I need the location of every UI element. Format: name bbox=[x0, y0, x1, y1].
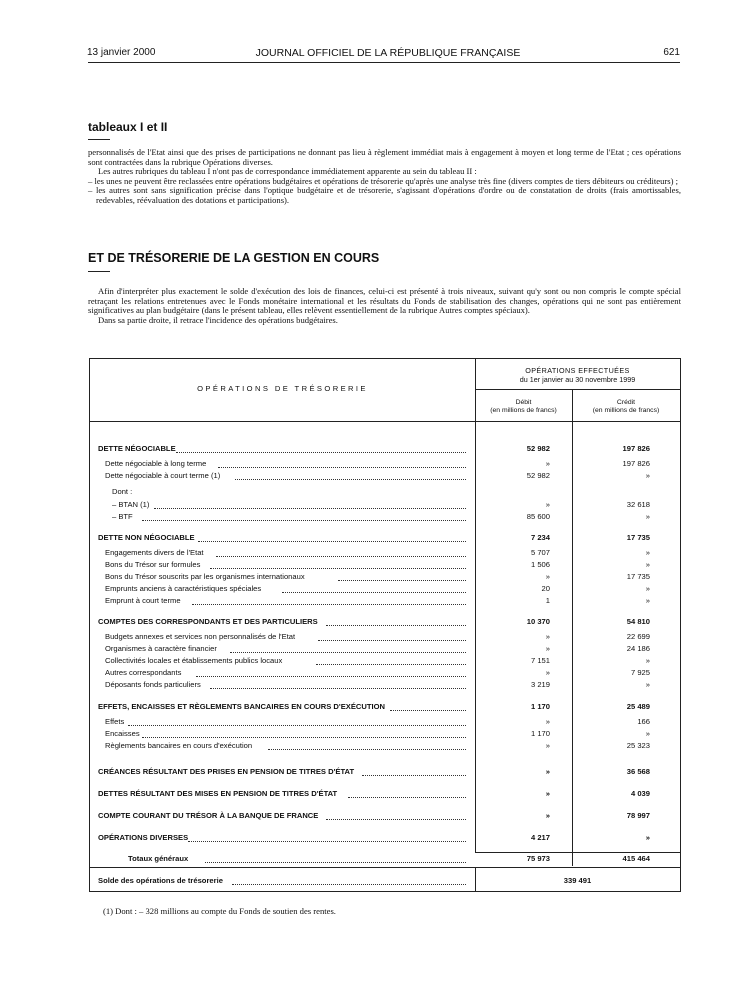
header-bottom-rule bbox=[90, 421, 680, 422]
paragraph: Les autres rubriques du tableau I n'ont pas de correspondance immédiatement apparente au sein du tableau II : bbox=[98, 166, 477, 177]
credit-value: » bbox=[645, 729, 650, 738]
debit-value: » bbox=[545, 459, 550, 468]
debit-value: 1 506 bbox=[530, 560, 550, 569]
table-row bbox=[90, 547, 680, 559]
paragraph: – les unes ne peuvent être reclassées entre opérations budgétaires et opérations de trésorerie qu'après une analyse très fine (divers comptes de tiers débiteurs ou créditeurs) ; bbox=[88, 175, 678, 186]
row-label: OPÉRATIONS DIVERSES bbox=[98, 833, 189, 842]
row-label: Dont : bbox=[112, 487, 133, 496]
table-row bbox=[90, 667, 680, 679]
footnote: (1) Dont : – 328 millions au compte du Fonds de soutien des rentes. bbox=[103, 906, 336, 916]
leader-dots bbox=[210, 568, 466, 569]
credit-value: » bbox=[645, 656, 650, 665]
table-row bbox=[90, 532, 680, 544]
debit-value: » bbox=[545, 644, 550, 653]
credit-value: 54 810 bbox=[626, 617, 650, 626]
row-label: Totaux généraux bbox=[128, 854, 189, 863]
credit-value: 25 323 bbox=[626, 741, 650, 750]
paragraph: personnalisés de l'Etat ainsi que des prises de participations ne donnant pas lieu à règlement immédiat mais à engagement à moyen et long terme de l'Etat ; ces opérations sont contractées dans la rubrique Opérations diverses. bbox=[88, 147, 681, 167]
section1-text bbox=[88, 148, 681, 206]
treasury-operations-table bbox=[89, 358, 681, 892]
column-header-operations: OPÉRATIONS DE TRÉSORERIE bbox=[197, 384, 368, 393]
balance-row bbox=[90, 875, 680, 887]
table-row bbox=[90, 655, 680, 667]
leader-dots bbox=[216, 556, 466, 557]
leader-dots bbox=[362, 775, 466, 776]
credit-value: » bbox=[645, 548, 650, 557]
leader-dots bbox=[210, 688, 466, 689]
column-group-header: OPÉRATIONS EFFECTUÉES bbox=[525, 366, 630, 375]
table-row bbox=[90, 443, 680, 455]
row-label: Emprunt à court terme bbox=[105, 596, 181, 605]
credit-value: 17 735 bbox=[626, 533, 650, 542]
header-divider bbox=[475, 389, 680, 390]
credit-value: 197 826 bbox=[622, 444, 650, 453]
section-title-tableaux: tableaux I et II bbox=[88, 120, 168, 134]
table-row bbox=[90, 679, 680, 691]
debit-value: 7 234 bbox=[530, 533, 550, 542]
table-row bbox=[90, 470, 680, 482]
credit-value: 197 826 bbox=[622, 459, 650, 468]
credit-value: 22 699 bbox=[626, 632, 650, 641]
debit-value: 4 217 bbox=[530, 833, 550, 842]
leader-dots bbox=[318, 640, 466, 641]
debit-value: » bbox=[545, 767, 550, 776]
debit-value: 1 170 bbox=[530, 702, 550, 711]
table-row bbox=[90, 486, 680, 498]
credit-value: » bbox=[645, 471, 650, 480]
section-title-tresorerie: ET DE TRÉSORERIE DE LA GESTION EN COURS bbox=[88, 251, 380, 265]
column-group-period: du 1er janvier au 30 novembre 1999 bbox=[519, 375, 636, 384]
debit-value: » bbox=[545, 632, 550, 641]
leader-dots bbox=[338, 580, 466, 581]
debit-value: 7 151 bbox=[530, 656, 550, 665]
credit-value: » bbox=[645, 560, 650, 569]
credit-value: 24 186 bbox=[626, 644, 650, 653]
row-label: Engagements divers de l'Etat bbox=[105, 548, 204, 557]
table-row bbox=[90, 716, 680, 728]
column-header-credit: Crédit bbox=[616, 399, 636, 406]
credit-value: 36 568 bbox=[626, 767, 650, 776]
row-label: Dette négociable à long terme bbox=[105, 459, 207, 468]
credit-value: » bbox=[645, 833, 650, 842]
row-label: Budgets annexes et services non personnalisés de l'Etat bbox=[105, 632, 296, 641]
credit-value: 32 618 bbox=[626, 500, 650, 509]
debit-value: 3 219 bbox=[530, 680, 550, 689]
debit-value: 52 982 bbox=[526, 471, 550, 480]
row-label: Autres correspondants bbox=[105, 668, 182, 677]
leader-dots bbox=[142, 737, 466, 738]
leader-dots bbox=[232, 884, 466, 885]
debit-value: 5 707 bbox=[530, 548, 550, 557]
credit-value: 7 925 bbox=[630, 668, 650, 677]
debit-value: » bbox=[545, 500, 550, 509]
column-header-debit: Débit bbox=[515, 399, 532, 406]
paragraph: Afin d'interpréter plus exactement le solde d'exécution des lois de finances, celui-ci est présenté à trois niveaux, suivant qu'y sont ou non compris le compte spécial retraçant les relations entretenues avec le Fonds monétaire international et les résultats du Fonds de stabilisation des changes, opérations qui ne sont pas entièrement significatives au plan budgétaire (dans le présent tableau, elles relèvent essentiellement de la rubrique Autres comptes spéciaux). bbox=[88, 286, 681, 316]
table-row bbox=[90, 595, 680, 607]
debit-value: 1 170 bbox=[530, 729, 550, 738]
row-label: Emprunts anciens à caractéristiques spéciales bbox=[105, 584, 262, 593]
row-label: Organismes à caractère financier bbox=[105, 644, 217, 653]
credit-value: 78 997 bbox=[626, 811, 650, 820]
leader-dots bbox=[268, 749, 466, 750]
page-number: 621 bbox=[663, 47, 680, 58]
table-row bbox=[90, 571, 680, 583]
debit-value: 1 bbox=[545, 596, 550, 605]
table-row bbox=[90, 583, 680, 595]
row-label: Bons du Trésor souscrits par les organismes internationaux bbox=[105, 572, 305, 581]
row-label: Collectivités locales et établissements publics locaux bbox=[105, 656, 283, 665]
table-row bbox=[90, 631, 680, 643]
row-label: Dette négociable à court terme (1) bbox=[105, 471, 221, 480]
leader-dots bbox=[218, 467, 466, 468]
section2-text bbox=[88, 287, 681, 325]
debit-value: » bbox=[545, 717, 550, 726]
debit-value: 75 973 bbox=[526, 854, 550, 863]
credit-value: 17 735 bbox=[626, 572, 650, 581]
column-header-debit-unit: (en millions de francs) bbox=[490, 407, 557, 414]
credit-value: 4 039 bbox=[630, 789, 650, 798]
table-row bbox=[90, 788, 680, 800]
leader-dots bbox=[176, 452, 466, 453]
leader-dots bbox=[188, 841, 466, 842]
section-title-underline bbox=[88, 139, 110, 140]
row-label: DETTES RÉSULTANT DES MISES EN PENSION DE TITRES D'ÉTAT bbox=[98, 789, 338, 798]
leader-dots bbox=[230, 652, 466, 653]
table-row bbox=[90, 766, 680, 778]
header-rule bbox=[88, 62, 680, 63]
debit-value: 10 370 bbox=[526, 617, 550, 626]
debit-value: » bbox=[545, 811, 550, 820]
leader-dots bbox=[316, 664, 466, 665]
totals-row bbox=[90, 853, 680, 865]
leader-dots bbox=[282, 592, 466, 593]
row-label: COMPTES DES CORRESPONDANTS ET DES PARTICULIERS bbox=[98, 617, 318, 626]
page-date: 13 janvier 2000 bbox=[87, 47, 156, 58]
table-row bbox=[90, 616, 680, 628]
table-row bbox=[90, 499, 680, 511]
leader-dots bbox=[128, 725, 466, 726]
row-label: Encaisses bbox=[105, 729, 140, 738]
leader-dots bbox=[205, 862, 466, 863]
totals-bottom-rule bbox=[90, 867, 680, 868]
table-row bbox=[90, 728, 680, 740]
table-row bbox=[90, 701, 680, 713]
paragraph: Dans sa partie droite, il retrace l'incidence des opérations budgétaires. bbox=[98, 314, 338, 325]
row-label: EFFETS, ENCAISSES ET RÈGLEMENTS BANCAIRES EN COURS D'EXÉCUTION bbox=[98, 702, 386, 711]
table-row bbox=[90, 458, 680, 470]
balance-value: 339 491 bbox=[563, 876, 592, 885]
row-label: Règlements bancaires en cours d'exécution bbox=[105, 741, 253, 750]
row-label: COMPTE COURANT DU TRÉSOR À LA BANQUE DE FRANCE bbox=[98, 811, 319, 820]
row-label: Bons du Trésor sur formules bbox=[105, 560, 201, 569]
row-label: Effets bbox=[105, 717, 125, 726]
debit-value: » bbox=[545, 741, 550, 750]
journal-title: JOURNAL OFFICIEL DE LA RÉPUBLIQUE FRANÇAISE bbox=[255, 47, 521, 59]
leader-dots bbox=[235, 479, 466, 480]
section-title-underline bbox=[88, 271, 110, 272]
table-row bbox=[90, 643, 680, 655]
debit-value: » bbox=[545, 572, 550, 581]
credit-value: 25 489 bbox=[626, 702, 650, 711]
table-row bbox=[90, 832, 680, 844]
leader-dots bbox=[326, 625, 466, 626]
table-row bbox=[90, 810, 680, 822]
table-row bbox=[90, 559, 680, 571]
table-row bbox=[90, 511, 680, 523]
leader-dots bbox=[198, 541, 466, 542]
debit-value: 52 982 bbox=[526, 444, 550, 453]
debit-value: » bbox=[545, 789, 550, 798]
table-row bbox=[90, 740, 680, 752]
paragraph: – les autres sont sans signification précise dans l'optique budgétaire et de trésorerie, s'agissant d'opérations d'ordre ou de constatation de droits (frais amortissables, redevables, réévaluation des dotations et participations). bbox=[88, 185, 681, 205]
row-label: DETTE NON NÉGOCIABLE bbox=[98, 533, 195, 542]
row-label: DETTE NÉGOCIABLE bbox=[98, 444, 176, 453]
credit-value: » bbox=[645, 680, 650, 689]
leader-dots bbox=[192, 604, 466, 605]
credit-value: » bbox=[645, 512, 650, 521]
credit-value: 166 bbox=[637, 717, 650, 726]
row-label: Solde des opérations de trésorerie bbox=[98, 876, 223, 885]
row-label: CRÉANCES RÉSULTANT DES PRISES EN PENSION DE TITRES D'ÉTAT bbox=[98, 767, 355, 776]
row-label: – BTAN (1) bbox=[112, 500, 150, 509]
debit-value: 20 bbox=[541, 584, 550, 593]
row-label: Déposants fonds particuliers bbox=[105, 680, 201, 689]
leader-dots bbox=[326, 819, 466, 820]
leader-dots bbox=[142, 520, 466, 521]
row-label: – BTF bbox=[112, 512, 133, 521]
leader-dots bbox=[348, 797, 466, 798]
credit-value: » bbox=[645, 584, 650, 593]
leader-dots bbox=[390, 710, 466, 711]
debit-value: » bbox=[545, 668, 550, 677]
debit-value: 85 600 bbox=[526, 512, 550, 521]
leader-dots bbox=[154, 508, 466, 509]
leader-dots bbox=[196, 676, 466, 677]
credit-value: 415 464 bbox=[622, 854, 650, 863]
column-header-credit-unit: (en millions de francs) bbox=[592, 407, 660, 414]
credit-value: » bbox=[645, 596, 650, 605]
